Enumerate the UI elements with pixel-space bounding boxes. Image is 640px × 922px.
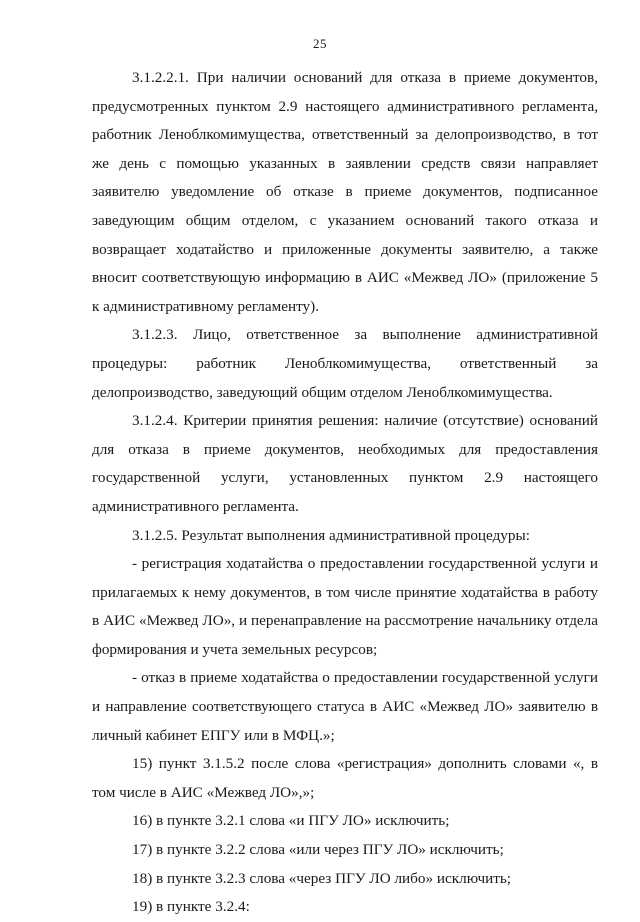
amendment-item-18: 18) в пункте 3.2.3 слова «через ПГУ ЛО либо» исключить; (132, 869, 512, 887)
amendment-item-19: 19) в пункте 3.2.4: (132, 898, 250, 916)
list-item-refusal: - отказ в приеме ходатайства о предоставлении государственной услуги и направление соответствующего статуса в АИС «Межвед ЛО» заявителю в личный кабинет ЕПГУ или в МФЦ.»; (92, 669, 598, 744)
document-body (92, 64, 598, 922)
paragraph-3-1-2-3: 3.1.2.3. Лицо, ответственное за выполнение административной процедуры: работник Леноблкомимущества, ответственный за делопроизводство, заведующий общим отделом Леноблкомимущества. (92, 326, 598, 401)
paragraph-3-1-2-5: 3.1.2.5. Результат выполнения административной процедуры: (132, 526, 530, 544)
amendment-item-15: 15) пункт 3.1.5.2 после слова «регистрация» дополнить словами «, в том числе в АИС «Межвед ЛО»,»; (92, 755, 598, 801)
list-item-registration: - регистрация ходатайства о предоставлении государственной услуги и прилагаемых к нему документов, в том числе принятие ходатайства в работу в АИС «Межвед ЛО», и перенаправление на рассмотрение начальнику отдела формирования и учета земельных ресурсов; (92, 555, 598, 658)
paragraph-3-1-2-2-1: 3.1.2.2.1. При наличии оснований для отказа в приеме документов, предусмотренных пунктом 2.9 настоящего административного регламента, работник Леноблкомимущества, ответственный за делопроизводство, в тот же день с помощью указанных в заявлении средств связи направляет заявителю уведомление об отказе в приеме документов, подписанное заведующим общим отделом, с указанием оснований такого отказа и возвращает ходатайство и приложенные документы заявителю, а также вносит соответствующую информацию в АИС «Межвед ЛО» (приложение 5 к административному регламенту). (92, 69, 598, 315)
page-number: 25 (313, 36, 327, 51)
amendment-item-17: 17) в пункте 3.2.2 слова «или через ПГУ ЛО» исключить; (132, 841, 504, 859)
paragraph-3-1-2-4: 3.1.2.4. Критерии принятия решения: наличие (отсутствие) оснований для отказа в приеме документов, необходимых для предоставления государственной услуги, установленных пунктом 2.9 настоящего административного регламента. (92, 412, 598, 515)
amendment-item-16: 16) в пункте 3.2.1 слова «и ПГУ ЛО» исключить; (132, 812, 450, 830)
